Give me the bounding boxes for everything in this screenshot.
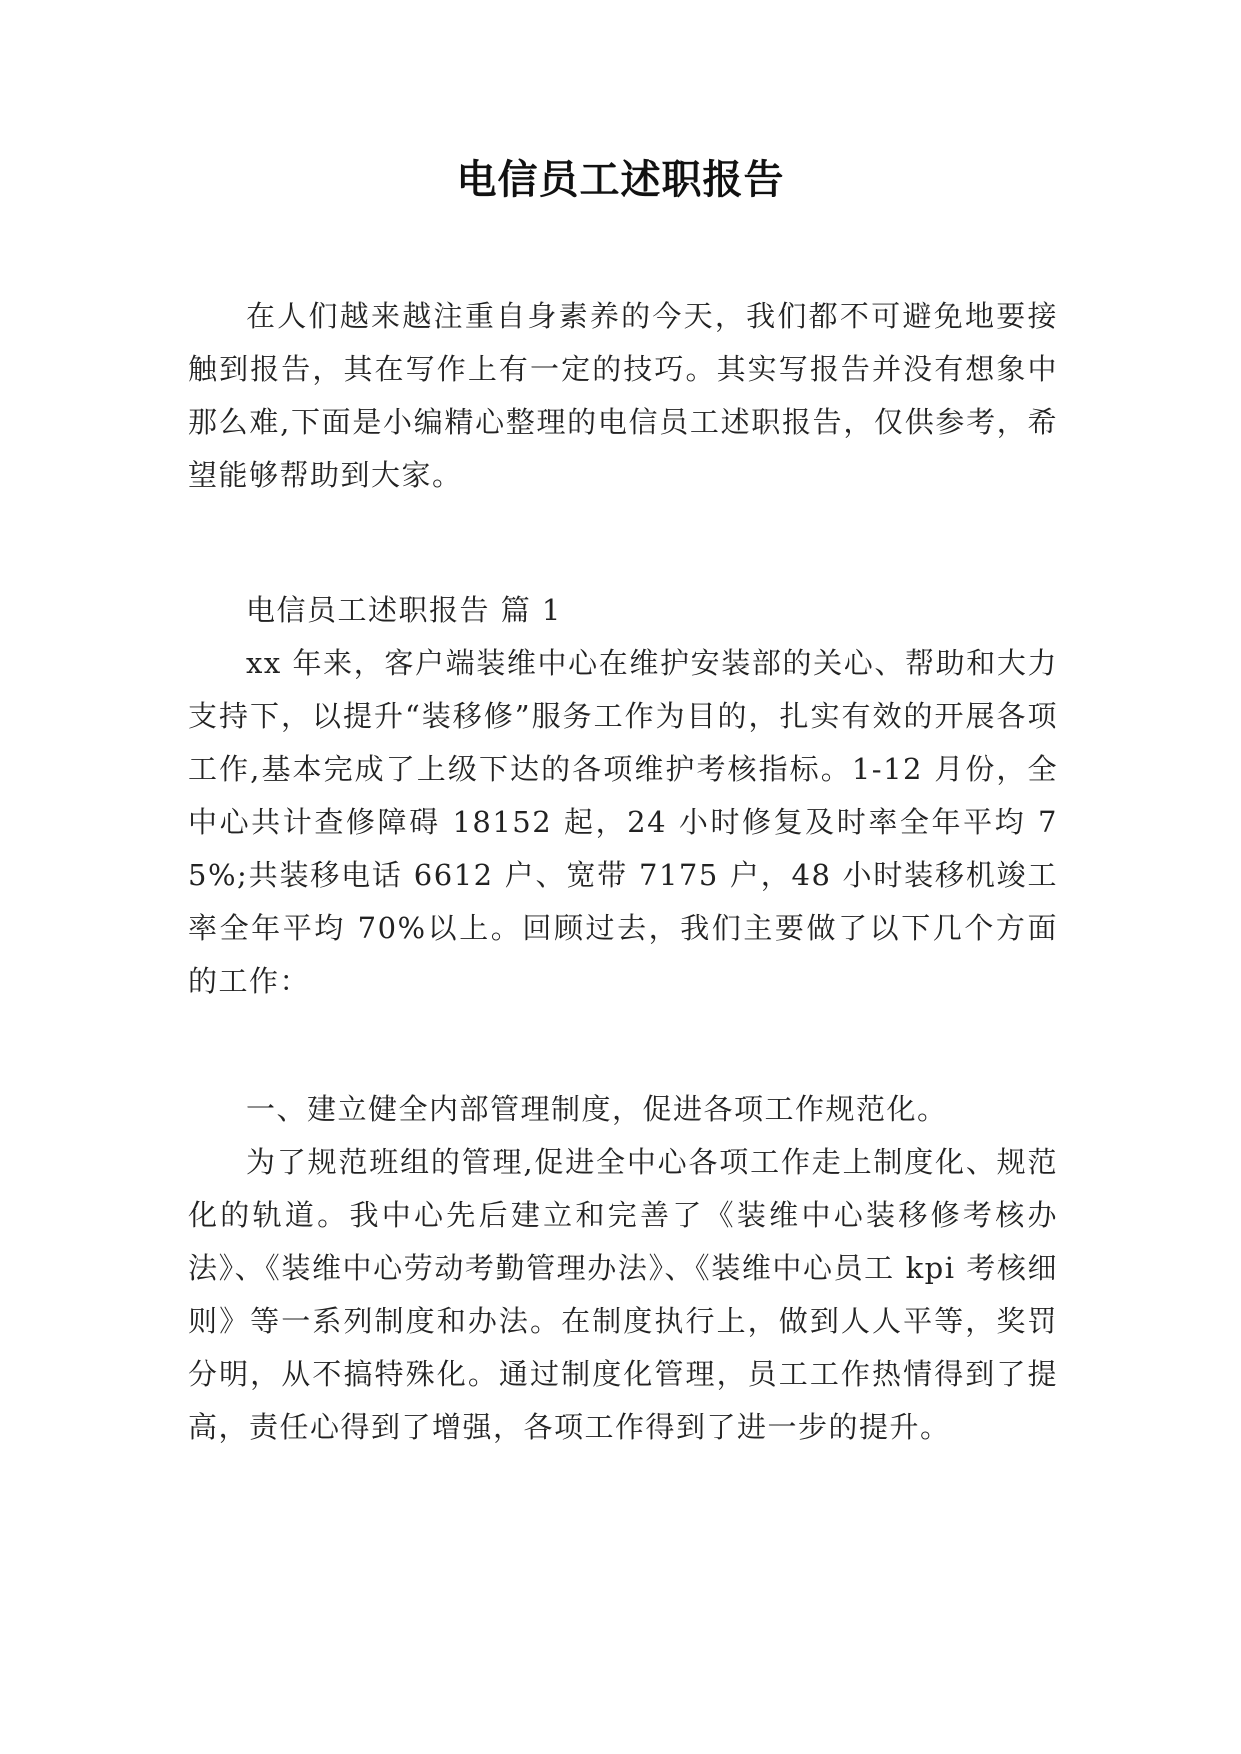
document-title: 电信员工述职报告 xyxy=(456,156,785,203)
intro-block xyxy=(188,290,1058,502)
part1-heading: 电信员工述职报告 篇 1 xyxy=(246,593,562,627)
part1-paragraph: xx 年来，客户端装维中心在维护安装部的关心、帮助和大力支持下，以提升“装移修”服务工作为目的，扎实有效的开展各项工作,基本完成了上级下达的各项维护考核指标。1-12 月份，全中心共计查修障碍 18152 起，24 小时修复及时率全年平均 75%;共装移电话 6612 户、宽带 7175 户，48 小时装移机竣工率全年平均 70%以上。回顾过去，我们主要做了以下几个方面的工作： xyxy=(188,646,1058,998)
part1-block xyxy=(188,584,1058,1008)
section1-paragraph: 为了规范班组的管理,促进全中心各项工作走上制度化、规范化的轨道。我中心先后建立和完善了《装维中心装移修考核办法》、《装维中心劳动考勤管理办法》、《装维中心员工 kpi 考核细则》等一系列制度和办法。在制度执行上，做到人人平等，奖罚分明，从不搞特殊化。通过制度化管理，员工工作热情得到了提高，责任心得到了增强，各项工作得到了进一步的提升。 xyxy=(188,1145,1058,1444)
section1-block xyxy=(188,1083,1058,1454)
section1-heading: 一、建立健全内部管理制度，促进各项工作规范化。 xyxy=(246,1092,948,1126)
intro-paragraph: 在人们越来越注重自身素养的今天，我们都不可避免地要接触到报告，其在写作上有一定的技巧。其实写报告并没有想象中那么难,下面是小编精心整理的电信员工述职报告，仅供参考，希望能够帮助到大家。 xyxy=(188,299,1058,492)
